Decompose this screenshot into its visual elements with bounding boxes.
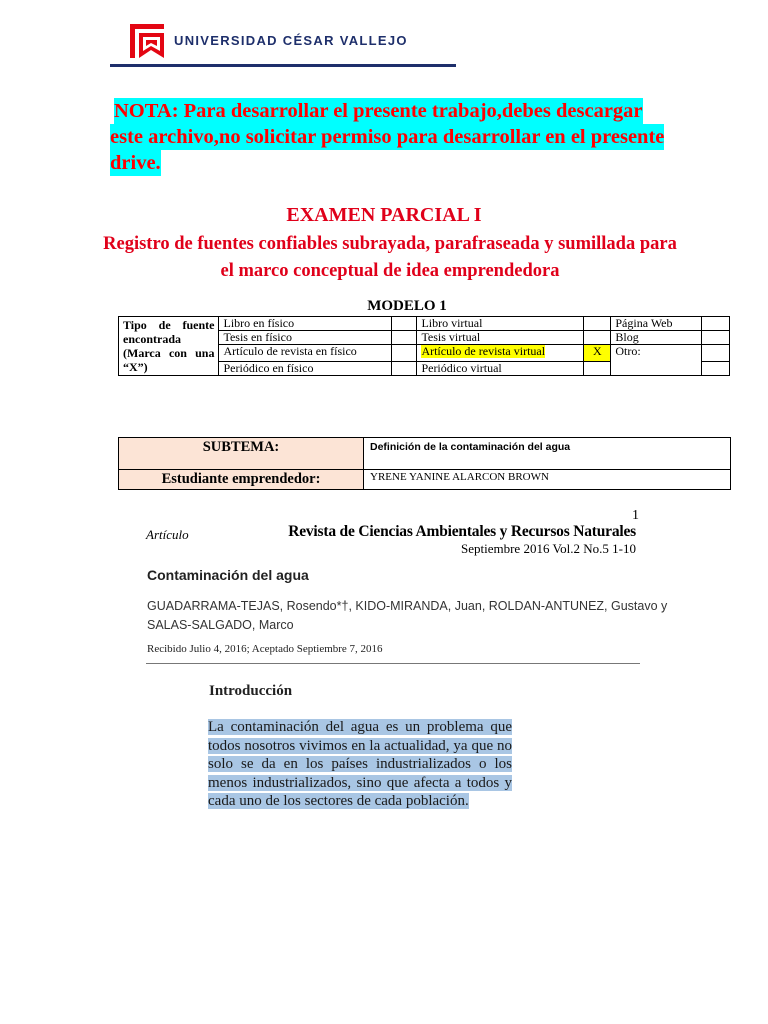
source-option: Blog [611,331,701,345]
selected-source-label: Artículo de revista virtual [421,344,546,358]
article-title: Contaminación del agua [147,567,309,583]
article-type-label: Artículo [146,527,189,542]
source-mark-cell [701,317,729,331]
authors-line-2: SALAS-SALGADO, Marco [147,618,294,632]
source-option: Artículo de revista en físico [219,345,392,362]
source-mark-cell [701,345,729,362]
header-rule [110,64,456,67]
subtema-table [118,437,731,490]
subtema-label: SUBTEMA: [119,438,364,470]
source-option: Tesis en físico [219,331,392,345]
source-mark-cell [584,317,611,331]
source-option-other: Otro: [611,345,701,376]
university-logo-icon [130,24,164,58]
page-number: 1 [632,508,639,523]
subtema-value: Definición de la contaminación del agua [364,438,731,470]
source-option-selected [417,345,584,362]
download-note [110,98,710,176]
source-option: Tesis virtual [417,331,584,345]
article-authors [147,597,668,635]
exam-subtitle: Registro de fuentes confiables subrayada, parafraseada y sumillada para el marco conceptual de idea emprendedora [103,234,677,281]
source-option: Libro virtual [417,317,584,331]
model-title: MODELO 1 [367,298,447,314]
authors-line-1: GUADARRAMA-TEJAS, Rosendo*†, KIDO-MIRANDA, Juan, ROLDAN-ANTUNEZ, Gustavo y [147,599,668,613]
source-type-table [118,316,730,376]
student-label: Estudiante emprendedor: [119,470,364,490]
student-value: YRENE YANINE ALARCON BROWN [364,470,731,490]
source-mark-cell [392,345,417,362]
source-mark-cell [584,362,611,376]
source-option: Periódico virtual [417,362,584,376]
university-name: UNIVERSIDAD CÉSAR VALLEJO [174,33,408,48]
exam-title: EXAMEN PARCIAL I [286,204,482,226]
note-line-2: este archivo,no solicitar permiso para desarrollar en el presente [110,126,665,148]
source-mark-cell [701,331,729,345]
intro-paragraph [208,718,512,811]
table-row [119,470,731,490]
source-mark-cell [392,331,417,345]
source-mark-cell [392,362,417,376]
source-option: Libro en físico [219,317,392,331]
highlighted-intro-text: La contaminación del agua es un problema que todos nosotros vivimos en la actualidad, ya que no solo se da en los países industrializados o los menos industrializados, sino que afecta a todos y cada uno de los sectores de cada población. [208,719,512,809]
received-dates: Recibido Julio 4, 2016; Aceptado Septiembre 7, 2016 [147,643,383,655]
source-option: Periódico en físico [219,362,392,376]
table-row [119,317,730,331]
article-rule [146,663,640,664]
table-row [119,438,731,470]
source-option: Página Web [611,317,701,331]
journal-name: Revista de Ciencias Ambientales y Recursos Naturales [288,523,636,540]
source-mark-cell [701,362,729,376]
journal-issue: Septiembre 2016 Vol.2 No.5 1-10 [460,541,636,556]
selected-mark-cell: X [584,345,611,362]
intro-heading: Introducción [209,683,293,699]
note-line-3: drive. [110,152,161,174]
source-type-header: Tipo de fuente encontrada (Marca con una “X”) [119,317,219,376]
note-line-1: NOTA: Para desarrollar el presente trabajo,debes descargar [114,100,643,122]
source-mark-cell [584,331,611,345]
source-mark-cell [392,317,417,331]
